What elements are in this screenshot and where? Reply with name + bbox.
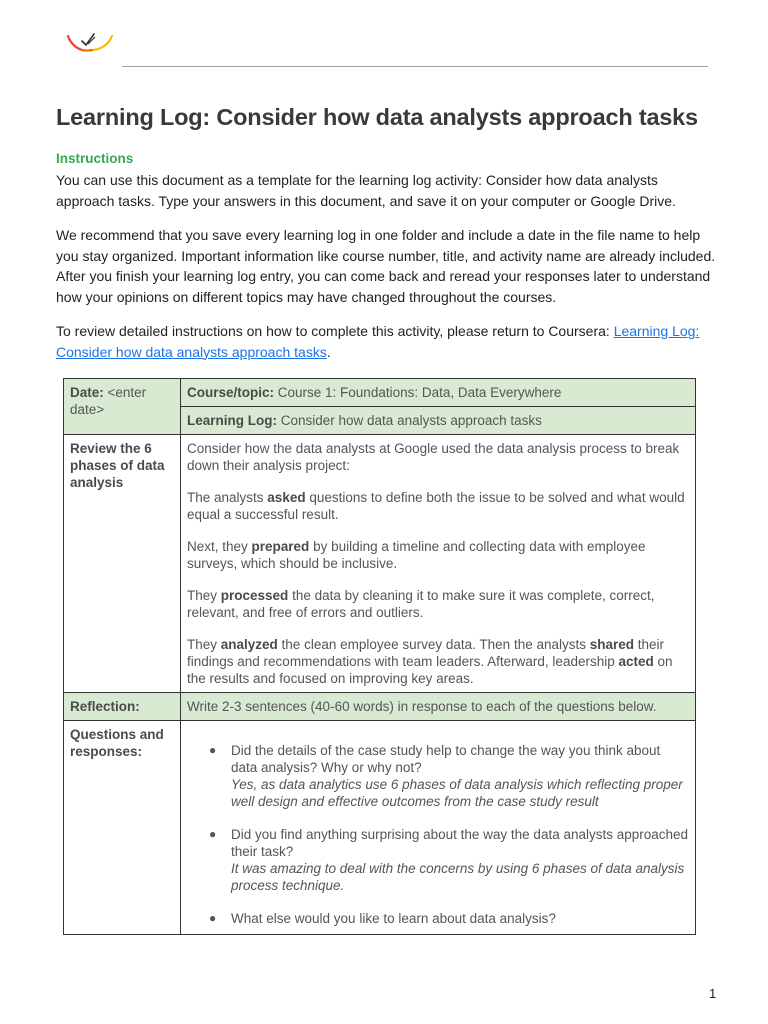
course-cell bbox=[181, 379, 696, 407]
reflection-label: Reflection: bbox=[64, 693, 181, 721]
question-list bbox=[187, 742, 689, 927]
page-title: Learning Log: Consider how data analysts approach tasks bbox=[56, 104, 698, 130]
answer-text[interactable]: Yes, as data analytics use 6 phases of data analysis which reflecting proper well design and effective outcomes from the case study result bbox=[231, 777, 683, 809]
answer-text[interactable]: It was amazing to deal with the concerns by using 6 phases of data analysis process technique. bbox=[231, 861, 685, 893]
review-content bbox=[181, 435, 696, 693]
course-label: Course/topic: bbox=[187, 385, 275, 400]
phase-analyze-share-act: They analyzed the clean employee survey data. Then the analysts shared their findings and recommendations with team leaders. Afterward, leadership acted on the results and focused on improving key areas. bbox=[187, 637, 673, 686]
review-label: Review the 6 phases of data analysis bbox=[64, 435, 181, 693]
date-label: Date: bbox=[70, 385, 104, 400]
question-text: What else would you like to learn about data analysis? bbox=[231, 911, 556, 926]
bullet-icon: ● bbox=[209, 911, 217, 925]
questions-label: Questions and responses: bbox=[64, 721, 181, 935]
bullet-icon: ● bbox=[209, 743, 217, 757]
date-cell[interactable] bbox=[64, 379, 181, 435]
review-intro: Consider how the data analysts at Google used the data analysis process to break down their analysis project: bbox=[187, 441, 680, 473]
date-value: <enter date> bbox=[70, 385, 147, 417]
course-value: Course 1: Foundations: Data, Data Everywhere bbox=[274, 385, 562, 400]
learning-log-table bbox=[63, 378, 696, 935]
log-value: Consider how data analysts approach tasks bbox=[277, 413, 542, 428]
recommendation-paragraph: We recommend that you save every learning log in one folder and include a date in the file name to help you stay organized. Important information like course number, title, and activity name are already included. After you finish your learning log entry, you can come back and reread your responses later to understand how your opinions on different topics may have changed throughout the courses. bbox=[56, 227, 716, 305]
list-item bbox=[209, 742, 689, 810]
page-number: 1 bbox=[709, 986, 717, 1001]
phase-process: They processed the data by cleaning it to make sure it was complete, correct, relevant, and free of errors and outliers. bbox=[187, 588, 655, 620]
header-rule bbox=[122, 66, 708, 67]
question-text: Did the details of the case study help to change the way you think about data analysis? Why or why not? bbox=[231, 743, 661, 775]
phase-ask: The analysts asked questions to define both the issue to be solved and what would equal a successful result. bbox=[187, 490, 685, 522]
list-item bbox=[209, 910, 689, 927]
reflection-value: Write 2-3 sentences (40-60 words) in response to each of the questions below. bbox=[181, 693, 696, 721]
period: . bbox=[326, 343, 331, 360]
instructions-heading: Instructions bbox=[56, 151, 134, 166]
coursera-paragraph bbox=[56, 321, 720, 362]
course-logo-icon bbox=[62, 26, 118, 58]
coursera-text: To review detailed instructions on how to complete this activity, please return to Coursera: bbox=[56, 323, 614, 339]
log-label: Learning Log: bbox=[187, 413, 277, 428]
intro-paragraph: You can use this document as a template for the learning log activity: Consider how data analysts approach tasks. Type your answers in this document, and save it on your computer or Google Drive. bbox=[56, 172, 676, 209]
coursera-link[interactable]: Learning Log: Consider how data analysts approach tasks bbox=[56, 323, 700, 360]
log-cell bbox=[181, 407, 696, 435]
phase-prepare: Next, they prepared by building a timeline and collecting data with employee surveys, which should be inclusive. bbox=[187, 539, 646, 571]
bullet-icon: ● bbox=[209, 827, 217, 841]
list-item bbox=[209, 826, 689, 894]
questions-content[interactable] bbox=[181, 721, 696, 935]
question-text: Did you find anything surprising about the way the data analysts approached their task? bbox=[231, 827, 689, 859]
